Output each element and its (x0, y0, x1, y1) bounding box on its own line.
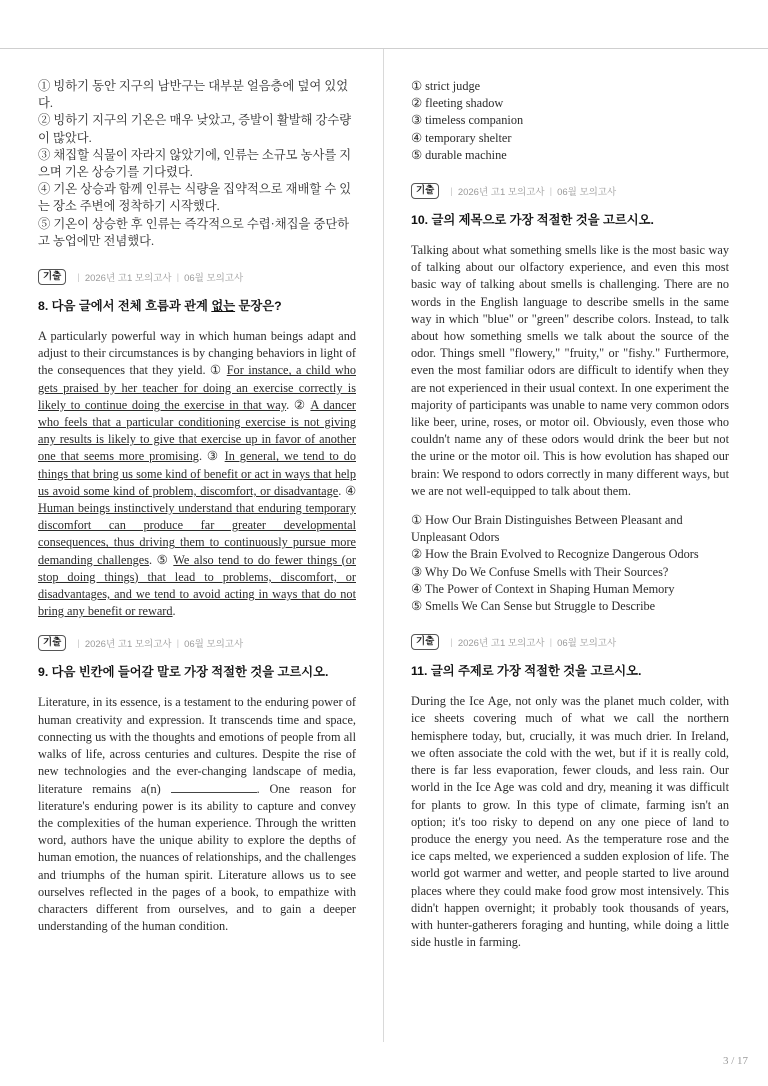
source-tag: 기출 | 2026년 고1 모의고사 | 06월 모의고사 (411, 182, 729, 200)
question-10-options (411, 512, 729, 615)
source-badge: 기출 (38, 635, 66, 651)
option: ② fleeting shadow (411, 96, 504, 111)
source-tag: 기출 | 2026년 고1 모의고사 | 06월 모의고사 (411, 633, 729, 651)
source-year: 2026년 고1 모의고사 (457, 187, 545, 199)
left-column (38, 78, 356, 943)
source-month: 06월 모의고사 (557, 638, 617, 650)
column-divider (383, 49, 384, 1042)
question-10-passage: Talking about what something smells like is the most basic way of talking about our olfactory experience, and even this most basic way of talking about smells is challenging. There are no words in the English language to describe smells in the same way in which "blue" or "green" describe colors. Instead, to talk about how something smells we talk about the source of the odor. Things smell "flowery," "fruity," or "fishy." Furthermore, even the most familiar odors are difficult to identify when they are not experienced in their usual context. In one experiment the majority of participants was unable to name very common odors like beer, urine, roses, or motor oil. Obviously, even those who couldn't name any of these odors would drink the beer but not the urine or the motor oil. This is how evolution has shaped our brain: We respond to odors correctly in many different ways, but we are not well-equipped to talk about them. (411, 243, 729, 498)
option: ④ 기온 상승과 함께 인류는 식량을 집약적으로 재배할 수 있는 장소 주변에 정착하기 시작했다. (38, 182, 352, 214)
sentence-5: We also tend to do fewer things (or stop doing things) that lead to problems, discomfort, or disadvantages, and we tend to avoid acting in ways that do not bring any benefit or reward (38, 552, 356, 619)
question-9-title: 9. 다음 빈칸에 들어갈 말로 가장 적절한 것을 고르시오. (38, 665, 329, 680)
sentence-1: For instance, a child who gets praised by her teacher for doing an exercise correctly is likely to continue doing the exercise in that way (38, 363, 356, 412)
option: ⑤ 기온이 상승한 후 인류는 즉각적으로 수렵·채집을 중단하고 농업에만 전념했다. (38, 216, 350, 248)
option: ② How the Brain Evolved to Recognize Dangerous Odors (411, 547, 699, 562)
page-number: 3 / 17 (722, 1055, 748, 1067)
question-11-passage: During the Ice Age, not only was the planet much colder, with ice sheets covering much of what we call the northern hemisphere today, but, crucially, it was much drier. In Ireland, we often associate the cold with the wet, but if it is really cold, there is far less evaporation, fewer clouds, and less rain. Our world in the Ice Age was cold and dry, meaning it was difficult for plants to grow. In this type of climate, farming isn't an option; it's too risky to depend on any one piece of land to produce the energy you need. As the temperature rose and the ice caps melted, we experienced a sudden explosion of life. The world got warmer and wetter, and people started to live around places where they could make food grow most intensively. This didn't happen overnight; it probably took thousands of years, with hunter-gatherers foraging and hunting, while doing a little side hustle in farming. (411, 694, 729, 950)
option: ① strict judge (411, 79, 481, 93)
source-badge: 기출 (38, 269, 66, 285)
question-9-passage: Literature, in its essence, is a testament to the enduring power of human creativity and expression. It transcends time and space, connecting us with the thoughts and emotions of people from all walks of life, across centuries and cultures. Despite the rise of new technologies and the ever-changing landscape of media, literature remains a(n) . One reason for literature's enduring power is its ability to capture and convey the complexities of the human experience. Through the written word, authors have the unique ability to explore the depths of human emotion, the nuances of relationships, and the challenges and triumphs of the human spirit. Literature allows us to see ourselves reflected in the pages of a book, to empathize with characters different from ourselves, and to gain a deeper understanding of the human condition. (38, 695, 357, 934)
source-badge: 기출 (411, 634, 439, 650)
question-9-options (411, 78, 729, 164)
source-year: 2026년 고1 모의고사 (84, 639, 172, 651)
source-tag: 기출 | 2026년 고1 모의고사 | 06월 모의고사 (38, 268, 356, 286)
source-year: 2026년 고1 모의고사 (457, 638, 545, 650)
option: ① 빙하기 동안 지구의 남반구는 대부분 얼음층에 덮여 있었다. (38, 79, 349, 111)
option: ⑤ Smells We Can Sense but Struggle to Describe (411, 599, 656, 614)
question-8-title: 8. 다음 글에서 전체 흐름과 관계 없는 문장은? (38, 299, 282, 314)
source-badge: 기출 (411, 183, 439, 199)
source-month: 06월 모의고사 (184, 639, 244, 651)
header-rule (0, 48, 768, 49)
source-tag: 기출 | 2026년 고1 모의고사 | 06월 모의고사 (38, 634, 356, 652)
question-10-title: 10. 글의 제목으로 가장 적절한 것을 고르시오. (411, 213, 654, 228)
option: ④ The Power of Context in Shaping Human Memory (411, 581, 675, 596)
right-column (411, 78, 729, 959)
option: ③ Why Do We Confuse Smells with Their Sources? (411, 564, 669, 579)
source-month: 06월 모의고사 (184, 273, 244, 285)
sentence-3: In general, we tend to do things that bring us some kind of benefit or act in ways that help us avoid some kind of problem, discomfort, or disadvantage (38, 449, 356, 498)
option: ⑤ durable machine (411, 147, 507, 162)
option: ④ temporary shelter (411, 130, 512, 145)
option: ③ 채집할 식물이 자라지 않았기에, 인류는 소규모 농사를 지으며 기온 상승기를 기다렸다. (38, 147, 352, 180)
sentence-2: A dancer who feels that a particular conditioning exercise is not giving any results is likely to give that exercise up in favor of another one that seems more promising (38, 397, 357, 464)
previous-question-options (38, 78, 356, 250)
sentence-4: Human beings instinctively understand that enduring temporary discomfort can produce far greater developmental consequences, thus driving them to continuously pursue more demanding challenges (38, 501, 356, 567)
question-11-title: 11. 글의 주제로 가장 적절한 것을 고르시오. (411, 664, 642, 679)
question-8-passage: A particularly powerful way in which human beings adapt and adjust to their circumstances is by changing behaviors in light of the consequences that they yield. ① For instance, a child who gets praised by her teacher for doing an exercise correctly is likely to continue doing the exercise in that way. ② A dancer who feels that a particular conditioning exercise is not giving any results is likely to give that exercise up in favor of another one that seems more promising. ③ In general, we tend to do things that bring us some kind of benefit or act in ways that help us avoid some kind of problem, discomfort, or disadvantage. ④ Human beings instinctively understand that enduring temporary discomfort can produce far greater developmental consequences, thus driving them to continuously pursue more demanding challenges. ⑤ We also tend to do fewer things (or stop doing things) that lead to problems, discomfort, or disadvantages, and we tend to avoid acting in ways that do not bring any benefit or reward. (38, 329, 357, 619)
source-year: 2026년 고1 모의고사 (84, 273, 172, 285)
option: ② 빙하기 지구의 기온은 매우 낮았고, 증발이 활발해 강수량이 많았다. (38, 113, 352, 145)
source-month: 06월 모의고사 (557, 187, 617, 199)
option: ③ timeless companion (411, 113, 524, 128)
answer-blank (171, 781, 257, 793)
option: ① How Our Brain Distinguishes Between Pleasant and Unpleasant Odors (411, 513, 683, 545)
